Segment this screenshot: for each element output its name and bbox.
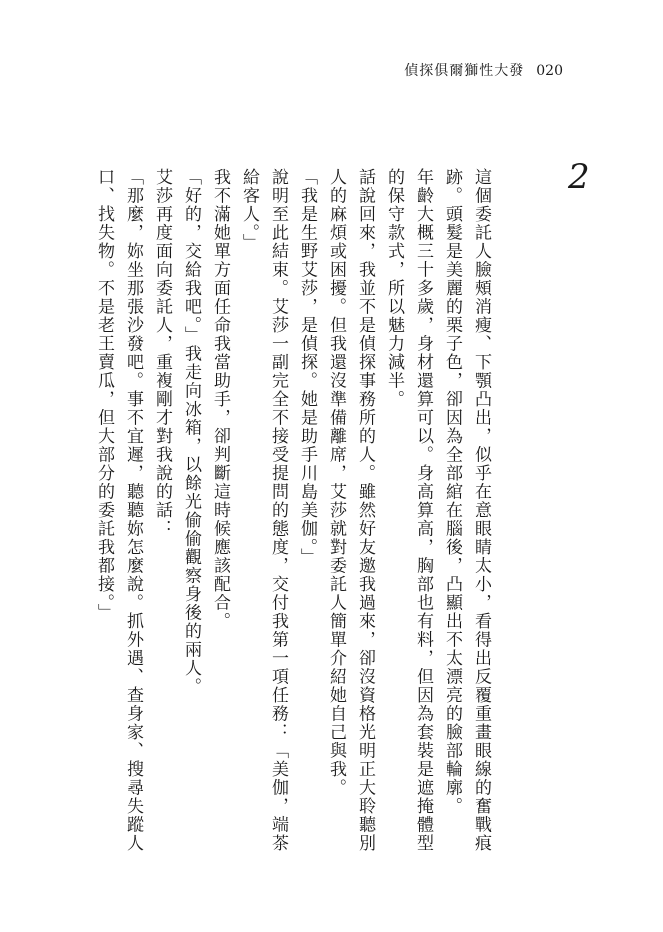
paragraph: 年齡大概三十多歲，身材還算可以。身高算高，胸部也有料，但因為套裝是遮掩體型的保守款式，所以魅力減半。	[384, 167, 433, 853]
paragraph: 「那麼，妳坐那張沙發吧。事不宜遲，聽聽妳怎麼說。抓外遇、查身家、搜尋失蹤人口、找失物。不是老王賣瓜，但大部分的委託我都接。」	[94, 167, 143, 853]
paragraph: 「好的，交給我吧。」我走向冰箱，以餘光偷偷觀察身後的兩人。	[181, 167, 201, 696]
section-number: 2	[568, 157, 590, 197]
book-title: 偵探俱爾獅性大發	[404, 63, 525, 79]
paragraph: 我不滿她單方面任命我當助手，卻判斷這時候應該配合。	[210, 167, 230, 631]
body-text	[89, 150, 495, 870]
paragraph: 這個委託人臉頰消瘦、下顎凸出，似乎在意眼睛太小，看得出反覆重畫眼線的奮戰痕跡。頭髮是美麗的栗子色，卻因為全部綰在腦後，凸顯出不太漂亮的臉部輪廓。	[442, 167, 491, 853]
paragraph: 說明至此結束。艾莎一副完全不接受提問的態度，交付我第一項任務：「美伽，端茶給客人。」	[239, 167, 288, 853]
paragraph: 話說回來，我並不是偵探事務所的人。雖然好友邀我過來，卻沒資格光明正大聆聽別人的麻煩或困擾。但我還沒準備離席，艾莎就對委託人簡單介紹她自己與我。	[326, 167, 375, 853]
paragraph: 艾莎再度面向委託人，重複剛才對我說的話：	[152, 167, 172, 538]
paragraph: 「我是生野艾莎，是偵探。她是助手川島美伽。」	[297, 167, 317, 567]
page-number: 020	[536, 63, 563, 79]
running-header	[404, 60, 563, 80]
